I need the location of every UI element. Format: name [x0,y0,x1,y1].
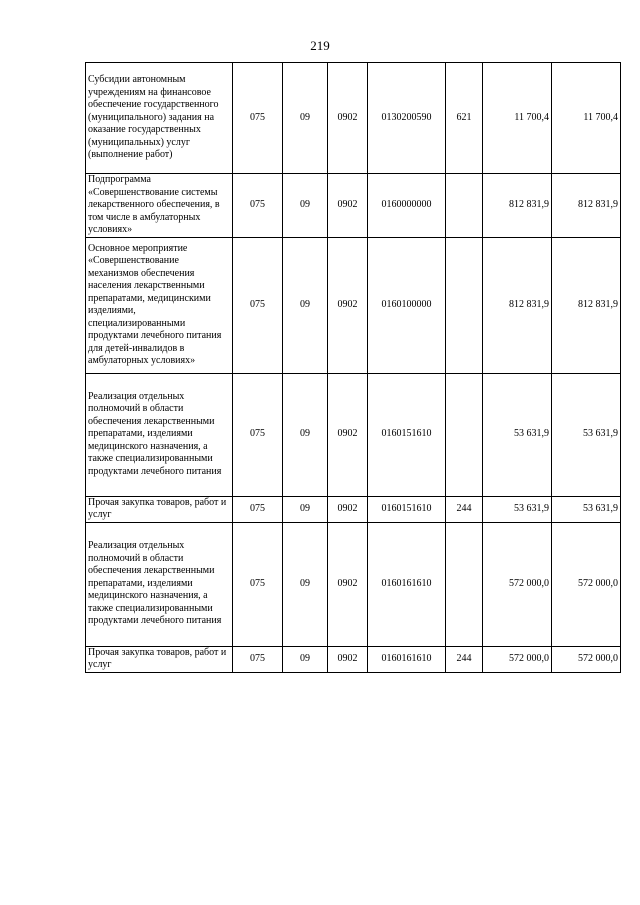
ministry-code: 075 [233,237,283,373]
table-row [86,174,621,238]
ministry-code: 075 [233,174,283,238]
table-row [86,373,621,496]
section-code: 09 [283,373,328,496]
budget-table [85,62,621,673]
amount-1: 11 700,4 [483,63,552,174]
expense-type-code [446,174,483,238]
row-name: Субсидии автономным учреждениям на финансовое обеспечение государственного (муниципального) задания на оказание государственных (муниципальных) услуг (выполнение работ) [86,63,233,174]
target-code: 0160151610 [368,373,446,496]
amount-2: 572 000,0 [552,522,621,646]
subsection-code: 0902 [328,174,368,238]
expense-type-code: 244 [446,496,483,522]
expense-type-code [446,373,483,496]
amount-1: 53 631,9 [483,496,552,522]
ministry-code: 075 [233,63,283,174]
subsection-code: 0902 [328,237,368,373]
row-name: Прочая закупка товаров, работ и услуг [86,646,233,672]
table-row [86,63,621,174]
row-name: Подпрограмма «Совершенствование системы лекарственного обеспечения, в том числе в амбулаторных условиях» [86,174,233,238]
table-row [86,646,621,672]
subsection-code: 0902 [328,496,368,522]
target-code: 0160151610 [368,496,446,522]
amount-1: 53 631,9 [483,373,552,496]
amount-2: 812 831,9 [552,174,621,238]
ministry-code: 075 [233,646,283,672]
section-code: 09 [283,174,328,238]
subsection-code: 0902 [328,63,368,174]
amount-2: 53 631,9 [552,496,621,522]
ministry-code: 075 [233,522,283,646]
row-name: Реализация отдельных полномочий в области обеспечения лекарственными препаратами, изделиями медицинского назначения, а также специализированными продуктами лечебного питания [86,373,233,496]
amount-2: 572 000,0 [552,646,621,672]
target-code: 0160161610 [368,646,446,672]
subsection-code: 0902 [328,373,368,496]
subsection-code: 0902 [328,522,368,646]
subsection-code: 0902 [328,646,368,672]
table-row [86,237,621,373]
row-name: Прочая закупка товаров, работ и услуг [86,496,233,522]
target-code: 0160000000 [368,174,446,238]
table-row [86,522,621,646]
ministry-code: 075 [233,496,283,522]
amount-1: 572 000,0 [483,646,552,672]
target-code: 0160100000 [368,237,446,373]
table-row [86,496,621,522]
expense-type-code [446,522,483,646]
row-name: Реализация отдельных полномочий в области обеспечения лекарственными препаратами, изделиями медицинского назначения, а также специализированными продуктами лечебного питания [86,522,233,646]
ministry-code: 075 [233,373,283,496]
amount-1: 812 831,9 [483,237,552,373]
amount-2: 11 700,4 [552,63,621,174]
section-code: 09 [283,237,328,373]
section-code: 09 [283,63,328,174]
page-number: 219 [310,38,330,53]
expense-type-code: 621 [446,63,483,174]
row-name: Основное мероприятие «Совершенствование механизмов обеспечения населения лекарственными препаратами, медицинскими изделиями, специализированными продуктами лечебного питания для детей-инвалидов в амбулаторных условиях» [86,237,233,373]
section-code: 09 [283,646,328,672]
target-code: 0160161610 [368,522,446,646]
section-code: 09 [283,522,328,646]
amount-1: 572 000,0 [483,522,552,646]
expense-type-code [446,237,483,373]
amount-2: 812 831,9 [552,237,621,373]
target-code: 0130200590 [368,63,446,174]
expense-type-code: 244 [446,646,483,672]
amount-1: 812 831,9 [483,174,552,238]
amount-2: 53 631,9 [552,373,621,496]
section-code: 09 [283,496,328,522]
